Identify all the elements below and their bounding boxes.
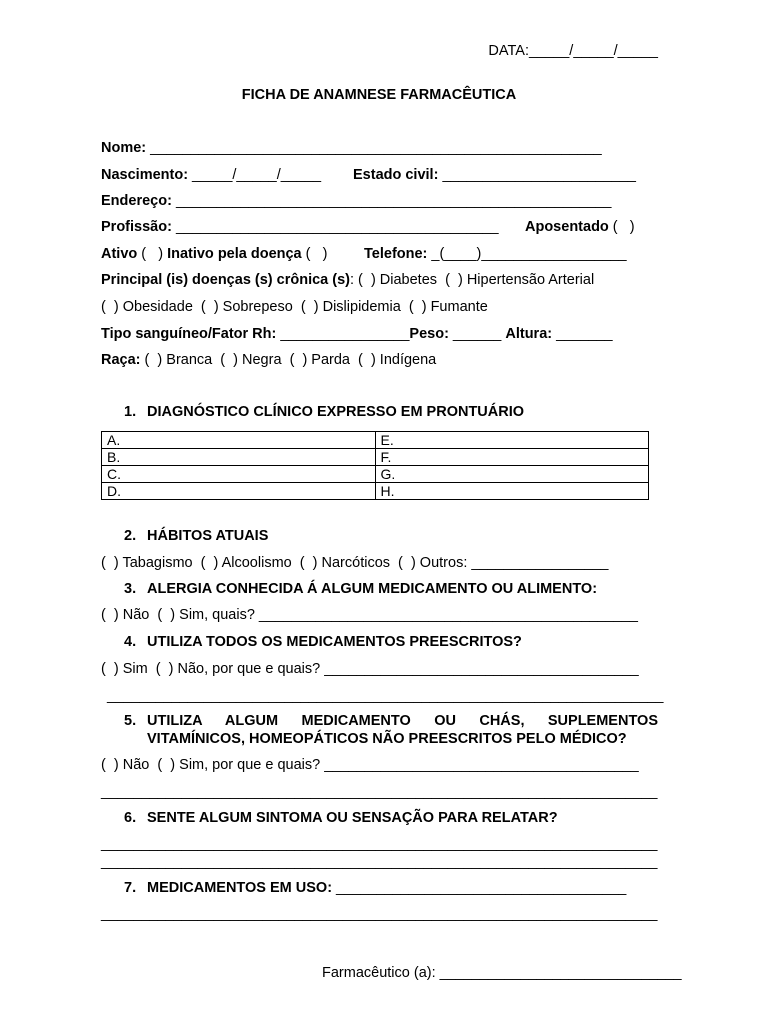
s6-answer-line-1[interactable]: _____________________________________________________________________ (101, 836, 658, 852)
section-5-heading (124, 712, 658, 748)
section-2-number: 2. (124, 528, 137, 544)
profissao-row (101, 218, 499, 236)
ativo-checkbox[interactable]: ( ) (137, 246, 168, 262)
table-row (102, 449, 649, 466)
section-2-title: HÁBITOS ATUAIS (147, 528, 269, 544)
endereco-row (101, 192, 611, 210)
s7-answer-line[interactable]: _____________________________________________________________________ (101, 906, 658, 922)
table-cell[interactable]: G. (375, 466, 649, 483)
table-cell[interactable]: B. (102, 449, 376, 466)
signature-label: Farmacêutico (a): (322, 965, 440, 981)
nascimento-row (101, 166, 321, 184)
doencas-row (101, 271, 594, 289)
table-cell[interactable]: C. (102, 466, 376, 483)
nascimento-label: Nascimento: (101, 167, 189, 183)
section-4-number: 4. (124, 634, 137, 650)
doencas-label: Principal (is) doenças (s) crônica (s) (101, 272, 350, 288)
medicamentos-em-uso-field[interactable]: ____________________________________ (332, 880, 627, 896)
section-1-heading (124, 403, 524, 421)
medicamentos-prescritos-options[interactable]: ( ) Sim ( ) Não, por que e quais? _______________________________________ (101, 661, 639, 677)
section-3-number: 3. (124, 581, 137, 597)
date-field[interactable]: DATA:_____/_____/_____ (488, 43, 658, 59)
table-row (102, 483, 649, 500)
nome-row (101, 139, 602, 157)
section-7-number: 7. (124, 880, 137, 896)
alergia-options[interactable]: ( ) Não ( ) Sim, quais? _______________________________________________ (101, 607, 638, 623)
inativo-checkbox[interactable]: ( ) (301, 246, 332, 262)
tipo-sanguineo-row (101, 325, 613, 343)
table-cell[interactable]: D. (102, 483, 376, 500)
doencas-options-2[interactable]: ( ) Obesidade ( ) Sobrepeso ( ) Dislipidemia ( ) Fumante (101, 299, 488, 315)
table-cell[interactable]: H. (375, 483, 649, 500)
tipo-sanguineo-field[interactable]: ________________ (276, 326, 410, 342)
nao-prescritos-options[interactable]: ( ) Não ( ) Sim, por que e quais? _______________________________________ (101, 757, 639, 773)
peso-field[interactable]: ______ (448, 326, 506, 342)
s5-answer-line[interactable]: _____________________________________________________________________ (101, 784, 658, 800)
diagnostico-table (101, 431, 649, 500)
table-cell[interactable]: F. (375, 449, 649, 466)
raca-row (101, 351, 436, 369)
aposentado-row (525, 218, 635, 236)
tipo-sanguineo-label: Tipo sanguíneo/Fator Rh: (101, 326, 277, 342)
table-row (102, 466, 649, 483)
section-7-heading (124, 879, 626, 897)
ativo-row (101, 245, 331, 263)
form-title: FICHA DE ANAMNESE FARMACÊUTICA (241, 87, 517, 103)
section-6-number: 6. (124, 810, 137, 826)
aposentado-label: Aposentado (525, 219, 609, 235)
endereco-field[interactable]: ______________________________________________________ (171, 193, 612, 209)
section-5-title-line1: UTILIZA ALGUM MEDICAMENTO OU CHÁS, SUPLEMENTOS (147, 713, 658, 729)
signature-field[interactable]: ______________________________ (439, 965, 682, 981)
estado-civil-field[interactable]: ________________________ (438, 167, 636, 183)
section-4-title: UTILIZA TODOS OS MEDICAMENTOS PREESCRITOS? (147, 634, 522, 650)
nome-label: Nome: (101, 140, 147, 156)
telefone-row (364, 245, 627, 263)
ativo-label: Ativo (101, 246, 138, 262)
table-cell[interactable]: E. (375, 432, 649, 449)
inativo-label: Inativo pela doença (167, 246, 302, 262)
nascimento-field[interactable]: _____/_____/_____ (188, 167, 322, 183)
section-1-title: DIAGNÓSTICO CLÍNICO EXPRESSO EM PRONTUÁRIO (147, 404, 525, 420)
telefone-field[interactable]: _(____)__________________ (427, 246, 627, 262)
table-cell[interactable]: A. (102, 432, 376, 449)
section-3-title: ALERGIA CONHECIDA Á ALGUM MEDICAMENTO OU ALIMENTO: (147, 581, 598, 597)
aposentado-checkbox[interactable]: ( ) (608, 219, 635, 235)
signature-row (322, 964, 682, 982)
table-row (102, 432, 649, 449)
s6-answer-line-2[interactable]: _____________________________________________________________________ (101, 854, 658, 870)
section-5-number: 5. (124, 713, 137, 729)
s4-answer-line[interactable]: _____________________________________________________________________ (107, 688, 664, 704)
estado-civil-row (353, 166, 636, 184)
section-4-heading (124, 633, 522, 651)
nome-field[interactable]: ________________________________________________________ (146, 140, 602, 156)
altura-label: Altura: (505, 326, 553, 342)
estado-civil-label: Estado civil: (353, 167, 439, 183)
section-3-heading (124, 580, 597, 598)
section-6-title: SENTE ALGUM SINTOMA OU SENSAÇÃO PARA RELATAR? (147, 810, 558, 826)
section-5-title-line2: VITAMÍNICOS, HOMEOPÁTICOS NÃO PREESCRITOS PELO MÉDICO? (147, 731, 627, 747)
doencas-options[interactable]: : ( ) Diabetes ( ) Hipertensão Arterial (350, 272, 595, 288)
habitos-options[interactable]: ( ) Tabagismo ( ) Alcoolismo ( ) Narcóticos ( ) Outros: _________________ (101, 555, 609, 571)
raca-options[interactable]: ( ) Branca ( ) Negra ( ) Parda ( ) Indígena (140, 352, 437, 368)
section-1-number: 1. (124, 404, 137, 420)
endereco-label: Endereço: (101, 193, 172, 209)
peso-label: Peso: (409, 326, 449, 342)
section-6-heading (124, 809, 558, 827)
telefone-label: Telefone: (364, 246, 428, 262)
section-2-heading (124, 527, 268, 545)
profissao-label: Profissão: (101, 219, 172, 235)
raca-label: Raça: (101, 352, 141, 368)
section-7-title: MEDICAMENTOS EM USO: (147, 880, 333, 896)
profissao-field[interactable]: ________________________________________ (171, 219, 499, 235)
altura-field[interactable]: _______ (552, 326, 613, 342)
